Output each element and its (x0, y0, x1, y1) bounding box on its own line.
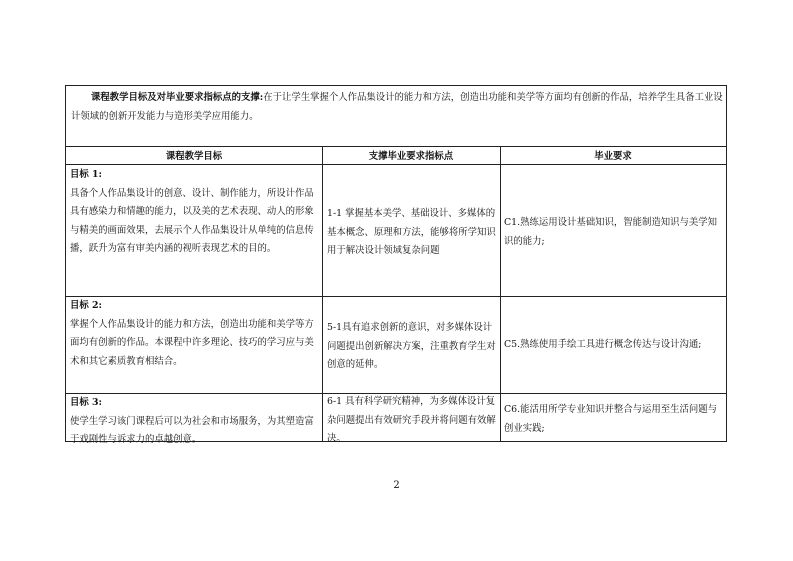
header-goal: 课程教学目标 (165, 151, 223, 162)
header-indicator: 支撑毕业要求指标点 (368, 151, 454, 162)
row-2-goal-text: 掌握个人作品集设计的能力和方法，创造出功能和美学等方面均有创新的作品。本课程中许多理论、技巧的学习应与美术和其它素质教育相结合。 (70, 318, 314, 367)
row-1-goal-text: 具备个人作品集设计的创意、设计、制作能力，所设计作品具有感染力和情趣的能力，以及美的艺术表现、动人的形象与精美的画面效果，去展示个人作品集设计从单纯的信息传播，跃升为富有审美内涵的视听表现艺术的目的。 (70, 187, 314, 255)
row-2-indicator: 5-1具有追求创新的意识，对多媒体设计问题提出创新解决方案，注重教育学生对创意的延伸。 (327, 322, 496, 371)
course-objectives-table (65, 85, 727, 446)
row-1-requirement: C1.熟练运用设计基础知识，智能制造知识与美学知识的能力; (504, 217, 717, 247)
intro-paragraph (71, 89, 723, 126)
row-2-goal (70, 297, 318, 371)
row-1-goal-title: 目标 1: (70, 169, 102, 180)
row-3-requirement: C6.能活用所学专业知识并整合与运用至生活问题与创业实践; (504, 404, 717, 434)
row-2-goal-title: 目标 2: (70, 300, 102, 311)
row-1-indicator: 1-1 掌握基本美学、基础设计、多媒体的基本概念、原理和方法，能够将所学知识用于解决设计领域复杂问题 (327, 208, 496, 257)
row-2-requirement: C5.熟练使用手绘工具进行概念传达与设计沟通; (504, 339, 702, 350)
rule-after-header (66, 164, 726, 165)
page-number: 2 (393, 480, 400, 491)
row-3-goal (70, 394, 318, 450)
col-divider-2 (500, 146, 501, 441)
intro-label: 课程教学目标及对毕业要求指标点的支撑: (91, 92, 264, 103)
rule-after-intro (66, 146, 726, 147)
col-divider-1 (322, 146, 323, 441)
row-3-indicator: 6-1 具有科学研究精神，为多媒体设计复杂问题提出有效研究手段并将问题有效解决。 (327, 396, 496, 445)
row-1-goal (70, 166, 318, 259)
row-3-goal-title: 目标 3: (70, 397, 102, 408)
row-3-goal-text: 使学生学习该门课程后可以为社会和市场服务，为其塑造富于戏剧性与诉求力的卓越创意。 (70, 415, 314, 446)
intro-text: 在于让学生掌握个人作品集设计的能力和方法，创造出功能和美学等方面均有创新的作品，培养学生具备工业设计领域的创新开发能力与造形美学应用能力。 (71, 92, 723, 122)
header-requirement: 毕业要求 (594, 151, 632, 162)
